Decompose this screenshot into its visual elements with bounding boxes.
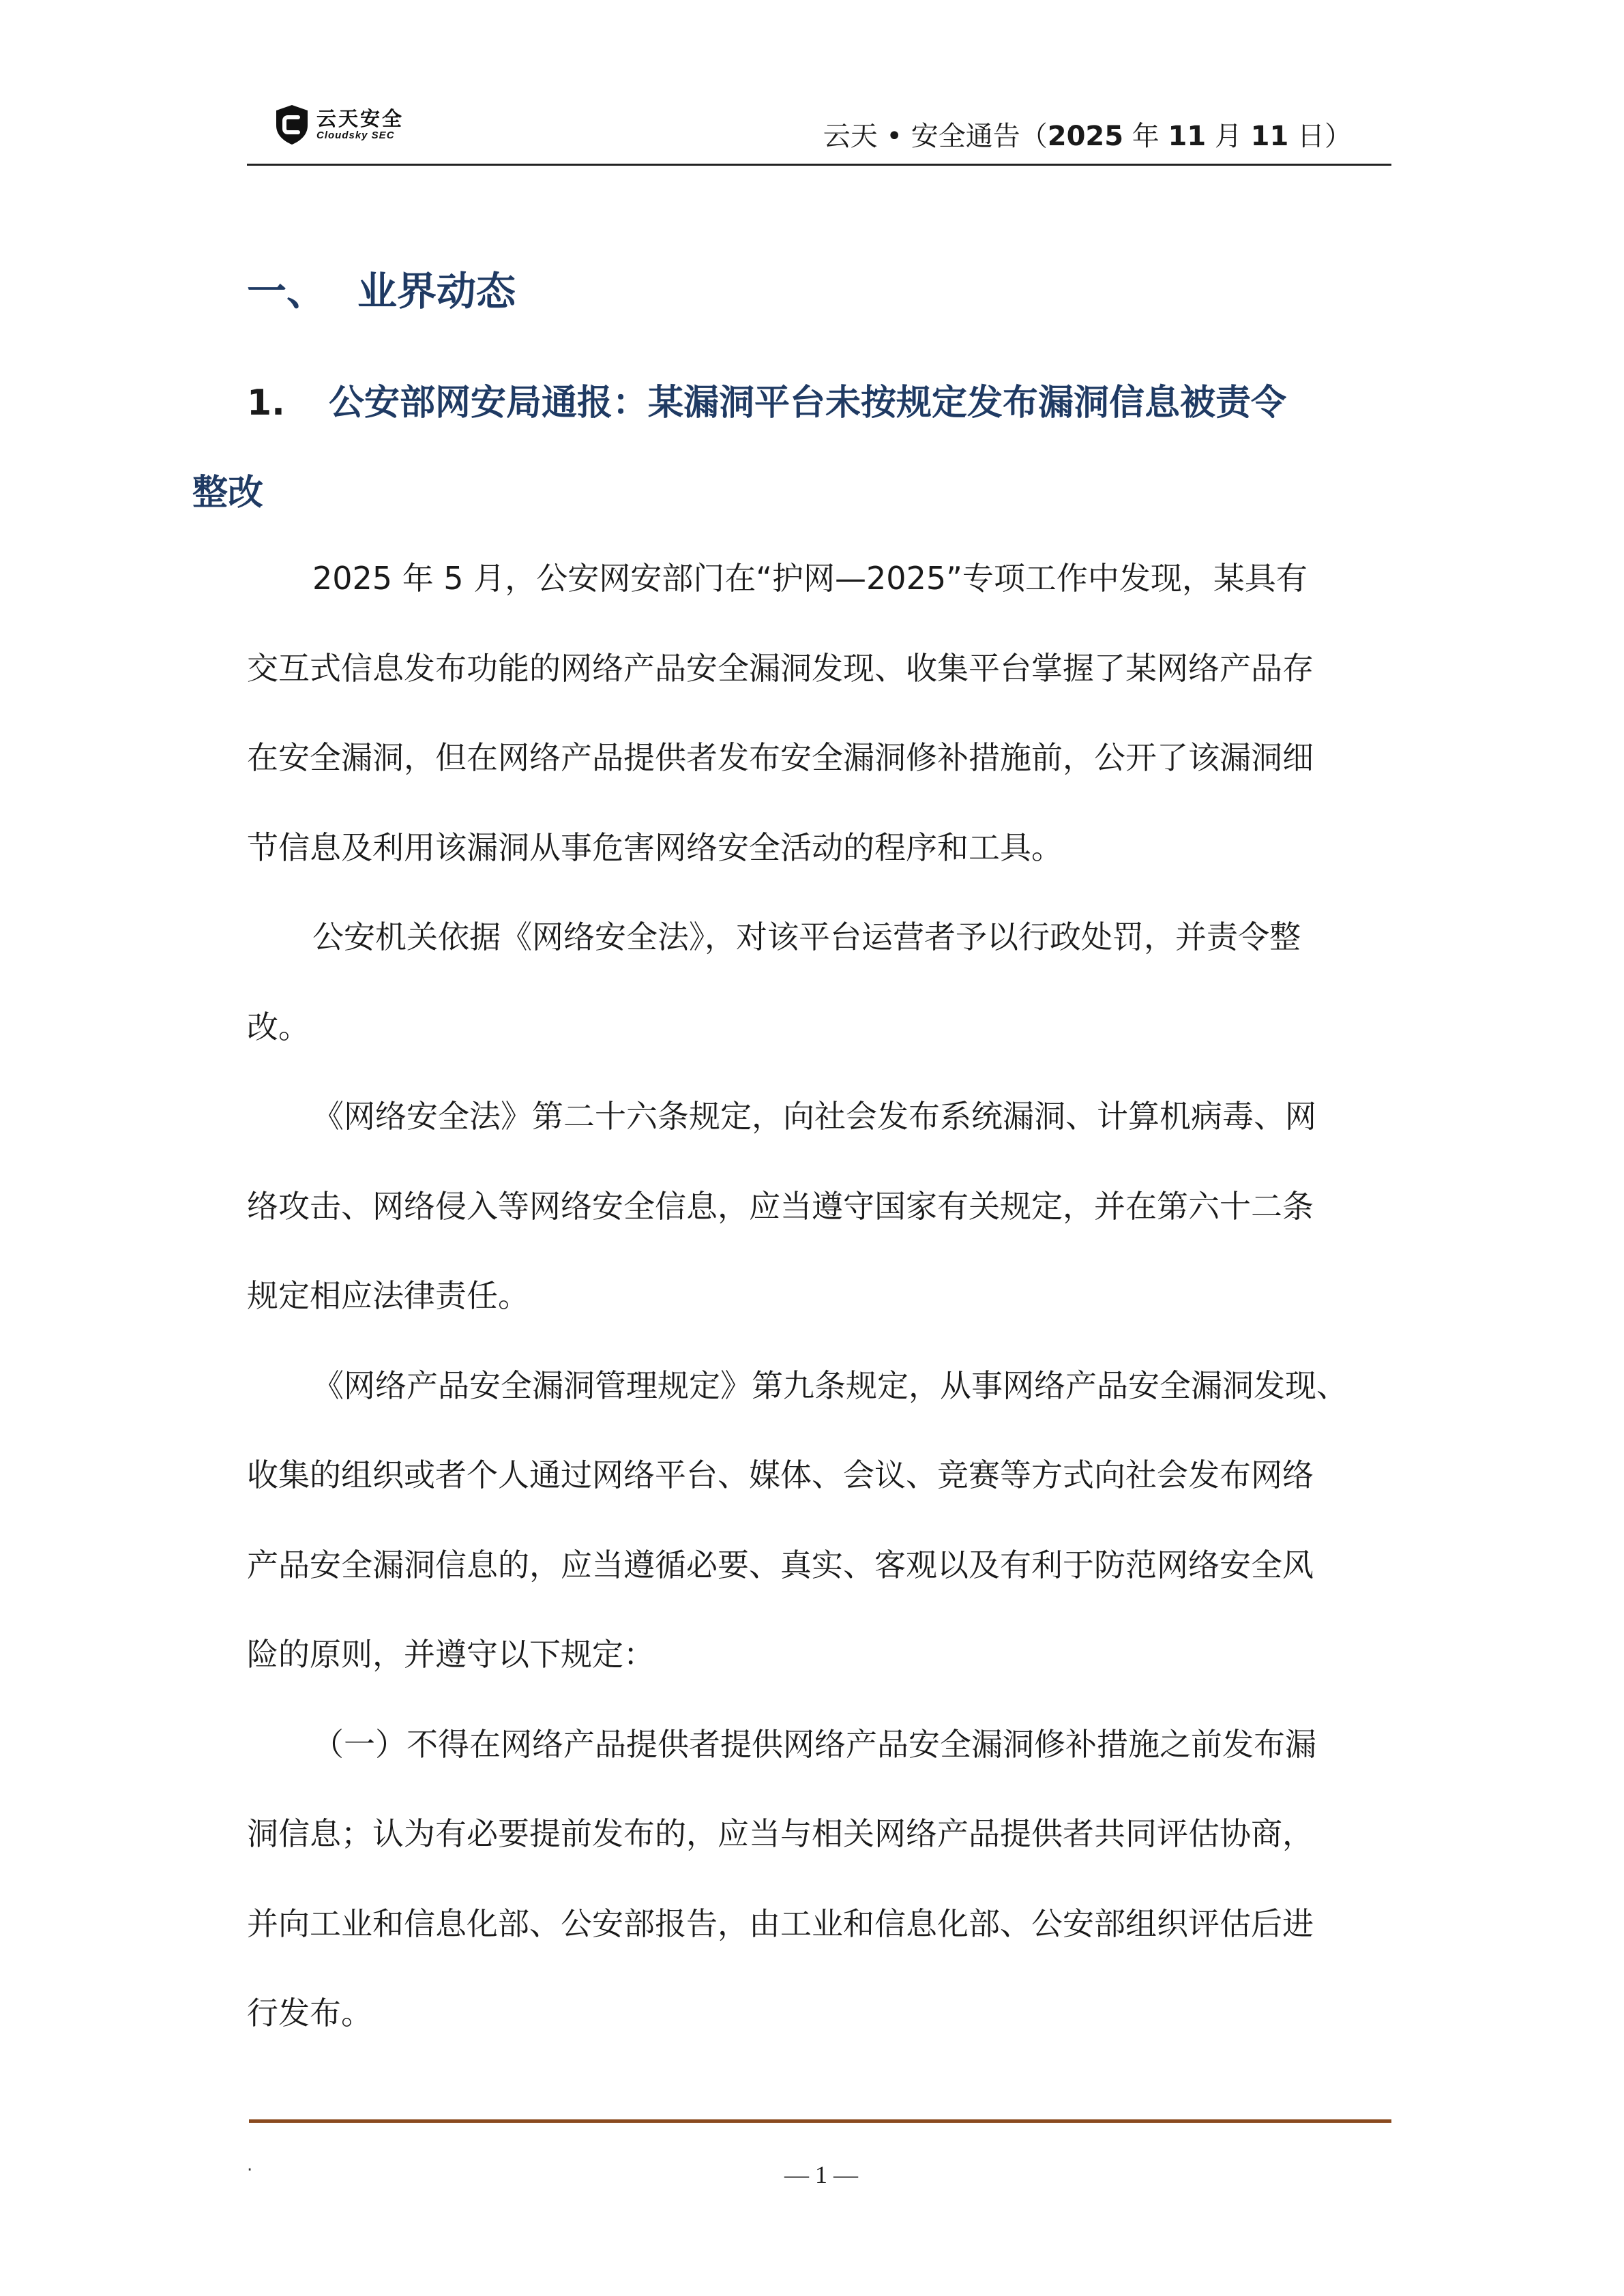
paragraph-line: 行发布。	[247, 1995, 372, 2031]
footer-mark: .	[247, 2155, 253, 2175]
paragraph-3	[247, 1072, 1379, 1341]
title-year-unit: 年	[1123, 121, 1168, 152]
title-prefix: 云天 • 安全通告（	[823, 121, 1048, 152]
article-heading	[247, 374, 1379, 425]
shield-logo-icon	[274, 104, 310, 146]
paragraph-1	[247, 534, 1379, 893]
paragraph-line: 并向工业和信息化部、公安部报告，由工业和信息化部、公安部组织评估后进	[247, 1905, 1314, 1942]
title-year: 2025	[1047, 121, 1124, 152]
paragraph-4	[247, 1341, 1379, 1700]
paragraph-2	[247, 893, 1379, 1072]
page-header	[247, 95, 1391, 164]
paragraph-5	[247, 1700, 1379, 2059]
paragraph-line: 洞信息；认为有必要提前发布的，应当与相关网络产品提供者共同评估协商，	[247, 1815, 1314, 1852]
logo-en-text: Cloudsky SEC	[316, 130, 395, 141]
title-day-unit: 日）	[1288, 121, 1352, 152]
title-month: 11	[1168, 121, 1207, 152]
title-day: 11	[1250, 121, 1289, 152]
paragraph-line: 险的原则，并遵守以下规定：	[247, 1636, 655, 1673]
paragraph-line: 《网络安全法》第二十六条规定，向社会发布系统漏洞、计算机病毒、网	[312, 1098, 1316, 1135]
title-month-unit: 月	[1206, 121, 1251, 152]
logo-cn-text: 云天安全	[316, 107, 404, 130]
paragraph-line: （一）不得在网络产品提供者提供网络产品安全漏洞修补措施之前发布漏	[312, 1725, 1316, 1763]
paragraph-line: 络攻击、网络侵入等网络安全信息，应当遵守国家有关规定，并在第六十二条	[247, 1187, 1314, 1225]
page-number: — 1 —	[784, 2161, 858, 2188]
bulletin-title	[823, 115, 1352, 153]
header-divider	[247, 164, 1391, 166]
paragraph-line: 2025 年 5 月，公安网安部门在“护网—2025”专项工作中发现，某具有	[312, 560, 1308, 597]
paragraph-line: 规定相应法律责任。	[247, 1277, 529, 1314]
paragraph-line: 《网络产品安全漏洞管理规定》第九条规定，从事网络产品安全漏洞发现、	[312, 1367, 1348, 1404]
paragraph-line: 交互式信息发布功能的网络产品安全漏洞发现、收集平台掌握了某网络产品存	[247, 649, 1314, 687]
footer-divider	[249, 2119, 1391, 2123]
company-logo	[274, 101, 404, 149]
article-body	[247, 534, 1379, 2059]
section-number: 一、	[247, 268, 327, 314]
section-heading	[247, 259, 516, 316]
paragraph-line: 产品安全漏洞信息的，应当遵循必要、真实、客观以及有利于防范网络安全风	[247, 1546, 1314, 1583]
article-title-line1: 公安部网安局通报：某漏洞平台未按规定发布漏洞信息被责令	[329, 383, 1287, 423]
paragraph-line: 收集的组织或者个人通过网络平台、媒体、会议、竞赛等方式向社会发布网络	[247, 1457, 1314, 1493]
article-title-line2: 整改	[192, 473, 264, 513]
paragraph-line: 公安机关依据《网络安全法》，对该平台运营者予以行政处罚，并责令整	[312, 919, 1301, 955]
article-number: 1.	[247, 383, 285, 423]
paragraph-line: 改。	[247, 1008, 310, 1045]
paragraph-line: 节信息及利用该漏洞从事危害网络安全活动的程序和工具。	[247, 829, 1063, 866]
paragraph-line: 在安全漏洞，但在网络产品提供者发布安全漏洞修补措施前，公开了该漏洞细	[247, 739, 1314, 776]
section-title: 业界动态	[357, 268, 516, 314]
